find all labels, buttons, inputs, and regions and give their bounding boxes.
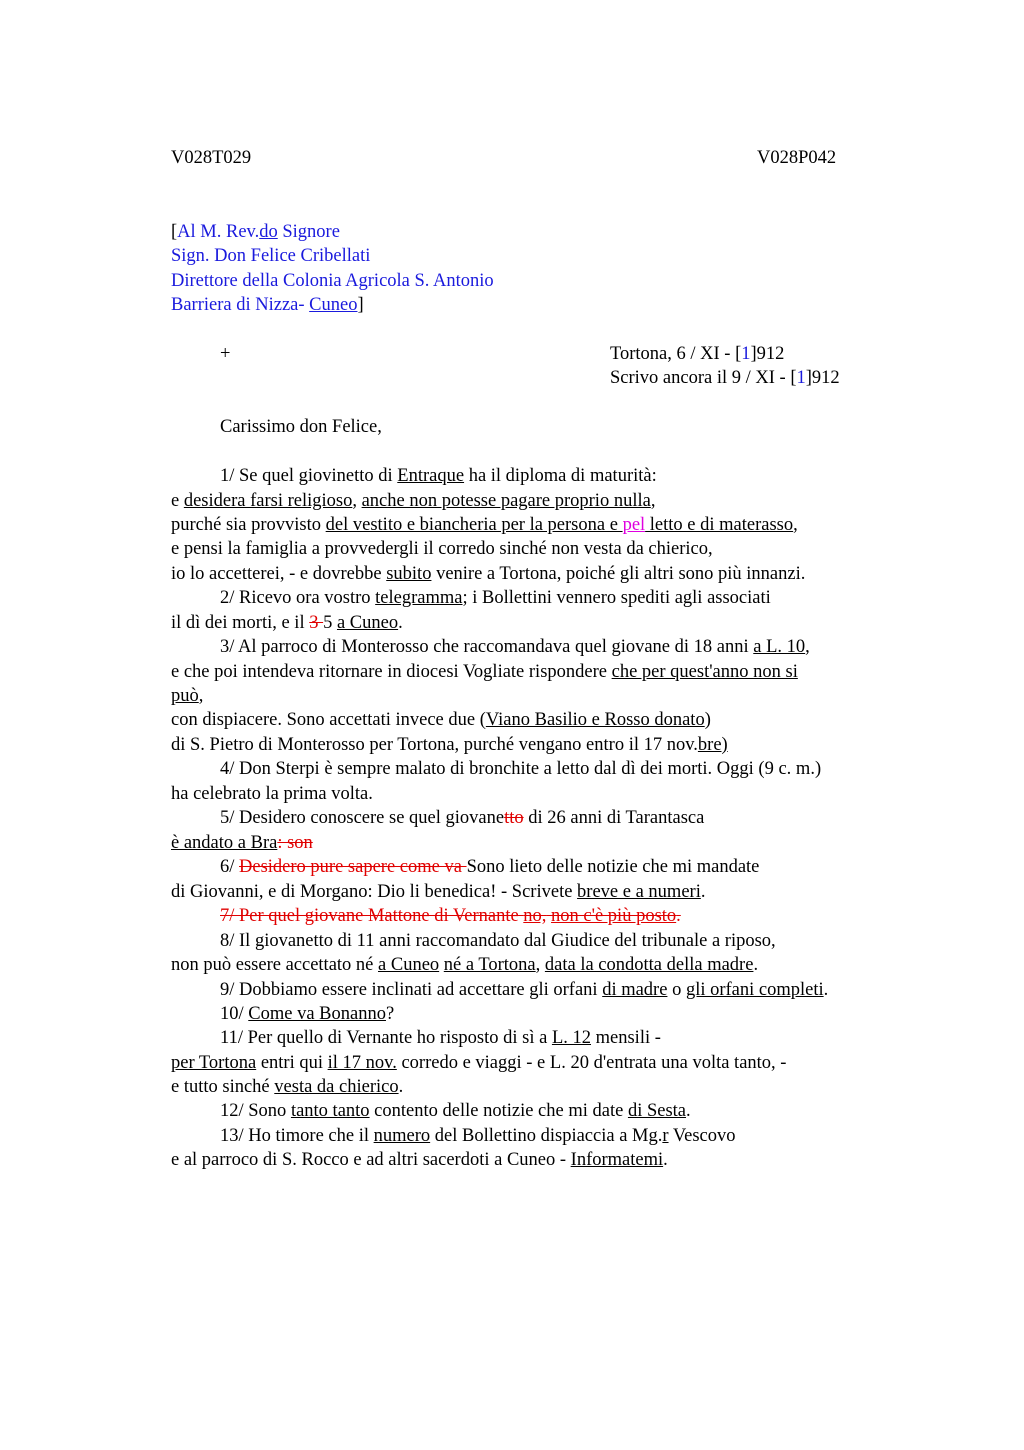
text: , [198, 686, 204, 706]
text: , [352, 491, 362, 511]
body-line [171, 708, 711, 732]
text: né a Tortona [443, 955, 536, 975]
body-line [171, 1075, 403, 1099]
text: Come va Bonanno [248, 1004, 386, 1024]
date-text: Scrivo ancora il 9 / XI - [ [610, 368, 797, 388]
text: Entraque [397, 466, 465, 486]
text: . [753, 955, 759, 975]
body-line [220, 1099, 691, 1123]
body-line [171, 1051, 786, 1075]
text: , [805, 637, 810, 657]
cross-symbol: + [220, 344, 231, 364]
text: e al parroco di S. Rocco e ad altri sacerdoti a Cuneo - [171, 1150, 571, 1170]
text: 12/ Sono [220, 1101, 291, 1121]
text: 3/ Al parroco di Monterosso che raccomandava quel giovane di 18 anni [220, 637, 754, 657]
body-line [220, 464, 657, 488]
body-line [220, 1124, 736, 1148]
address-line-2: Sign. Don Felice Cribellati [171, 246, 371, 266]
body-line [171, 953, 758, 977]
text: è andato a Bra [171, 833, 278, 853]
date-text: Tortona, 6 / XI - [ [610, 344, 742, 364]
text: io lo accetterei, - e dovrebbe [171, 564, 387, 584]
text: ; i Bollettini vennero spediti agli associati [462, 588, 771, 608]
bracket: [ [171, 222, 178, 242]
text: ha il diploma di maturità: [464, 466, 657, 486]
address-line-1 [171, 220, 340, 244]
text: 10/ [220, 1004, 249, 1024]
text: . [398, 1077, 404, 1097]
text: letto e di materasso [645, 515, 794, 535]
text: desidera farsi religioso [183, 491, 353, 511]
body-line [220, 855, 759, 879]
deleted-text: 7/ Per quel giovane Mattone di Vernante [220, 906, 524, 926]
text: con dispiacere. Sono accettati invece due ( [171, 710, 486, 730]
text: 13/ Ho timore che il [220, 1126, 374, 1146]
text: il 17 nov. [327, 1053, 397, 1073]
text: vesta da chierico [274, 1077, 399, 1097]
text: mensili - [591, 1028, 661, 1048]
body-line [220, 806, 704, 830]
date-text: 1 [796, 368, 806, 388]
address-text: Signore [277, 222, 340, 242]
date-line-1 [610, 342, 784, 366]
text: Informatemi [570, 1150, 664, 1170]
deleted-text: Desidero pure sapere come va [239, 857, 467, 877]
body-line [220, 635, 810, 659]
archive-code-right: V028P042 [757, 148, 837, 168]
text: di S. Pietro di Monterosso per Tortona, purché vengano entro il 17 nov. [171, 735, 698, 755]
text: . [398, 613, 403, 633]
address-text: Cuneo [309, 295, 358, 315]
text: di Giovanni, e di Morgano: Dio li benedica! - Scrivete [171, 882, 578, 902]
text: . [686, 1101, 691, 1121]
text: di madre [602, 980, 668, 1000]
text: ? [385, 1004, 395, 1024]
text: per Tortona [171, 1053, 257, 1073]
deleted-text: tto [504, 808, 524, 828]
text: contento delle notizie che mi date [369, 1101, 628, 1121]
body-line [171, 489, 655, 513]
deleted-text: : son [277, 833, 313, 853]
text: anche non potesse pagare proprio nulla [361, 491, 651, 511]
text: . [700, 882, 706, 902]
body-line [171, 562, 805, 586]
text: purché sia provvisto [171, 515, 326, 535]
address-text: Barriera di Nizza- [171, 295, 310, 315]
address-text: Al M. Rev. [177, 222, 260, 242]
deleted-text: no, [523, 906, 547, 926]
text: o [667, 980, 686, 1000]
body-line [171, 660, 798, 684]
address-line-4 [171, 293, 364, 317]
text: r [662, 1126, 669, 1146]
text: pel [622, 515, 646, 535]
text: di 26 anni di Tarantasca [523, 808, 705, 828]
text: 6/ [220, 857, 240, 877]
text: di Sesta [627, 1101, 687, 1121]
body-line [171, 684, 203, 708]
text: data la condotta della madre [544, 955, 754, 975]
deleted-text: 3 [309, 613, 324, 633]
text: a L. 10 [753, 637, 806, 657]
text: telegramma [375, 588, 463, 608]
body-line [171, 611, 403, 635]
text: 1/ Se quel giovinetto di [220, 466, 398, 486]
text: 2/ Ricevo ora vostro [220, 588, 376, 608]
text: , [535, 955, 545, 975]
text: Sono lieto delle notizie che mi mandate [466, 857, 760, 877]
body-line [220, 978, 828, 1002]
date-text: ]912 [805, 368, 840, 388]
body-line: ha celebrato la prima volta. [171, 784, 373, 804]
deleted-line [220, 904, 681, 928]
text: numero [373, 1126, 431, 1146]
archive-code-left: V028T029 [171, 148, 252, 168]
body-line: 8/ Il giovanetto di 11 anni raccomandato dal Giudice del tribunale a riposo, [220, 931, 776, 951]
body-line [220, 1026, 661, 1050]
text: 9/ Dobbiamo essere inclinati ad accettare gli orfani [220, 980, 603, 1000]
text: bre) [697, 735, 728, 755]
date-text: ]912 [750, 344, 785, 364]
text: il dì dei morti, e il [171, 613, 310, 633]
text: tanto tanto [290, 1101, 370, 1121]
text: del vestito e biancheria per la persona e [325, 515, 623, 535]
text: gli orfani completi [685, 980, 824, 1000]
body-line [171, 880, 705, 904]
salutation: Carissimo don Felice, [220, 417, 382, 437]
text: a Cuneo [378, 955, 440, 975]
text: 5/ Desidero conoscere se quel giovane [220, 808, 505, 828]
body-line [171, 513, 798, 537]
text: corredo e viaggi - e L. 20 d'entrata una volta tanto, - [396, 1053, 787, 1073]
body-line [171, 831, 313, 855]
text: e che poi intendeva ritornare in diocesi Vogliate rispondere [171, 662, 612, 682]
address-text: do [259, 222, 278, 242]
text: , [793, 515, 798, 535]
text: 11/ Per quello di Vernante ho risposto di sì a [220, 1028, 552, 1048]
text: a Cuneo [336, 613, 399, 633]
text: ) [704, 710, 711, 730]
text: può [171, 686, 199, 706]
body-line [171, 1148, 668, 1172]
text: breve e a numeri [577, 882, 701, 902]
body-line [220, 586, 771, 610]
deleted-text: non c'è più posto [551, 906, 677, 926]
date-line-2 [610, 366, 840, 390]
text: subito [386, 564, 432, 584]
text: e [171, 491, 184, 511]
text: del Bollettino dispiaccia a Mg. [430, 1126, 663, 1146]
text: Viano Basilio e Rosso donato [485, 710, 705, 730]
body-line: e pensi la famiglia a provvedergli il corredo sinché non vesta da chierico, [171, 539, 713, 559]
deleted-text: . [676, 906, 681, 926]
address-line-3: Direttore della Colonia Agricola S. Antonio [171, 271, 494, 291]
text: , [650, 491, 656, 511]
text: Vescovo [668, 1126, 736, 1146]
date-text: 1 [741, 344, 751, 364]
body-line: 4/ Don Sterpi è sempre malato di bronchite a letto dal dì dei morti. Oggi (9 c. m.) [220, 759, 822, 779]
text: L. 12 [551, 1028, 591, 1048]
bracket: ] [357, 295, 364, 315]
text: 5 [323, 613, 337, 633]
text: venire a Tortona, poiché gli altri sono più innanzi. [431, 564, 806, 584]
text: non può essere accettato né [171, 955, 379, 975]
body-line [171, 733, 728, 757]
text: . [823, 980, 829, 1000]
text: . [663, 1150, 668, 1170]
text: e tutto sinché [171, 1077, 275, 1097]
body-line [220, 1002, 394, 1026]
text: entri qui [256, 1053, 328, 1073]
text: che per quest'anno non si [611, 662, 798, 682]
